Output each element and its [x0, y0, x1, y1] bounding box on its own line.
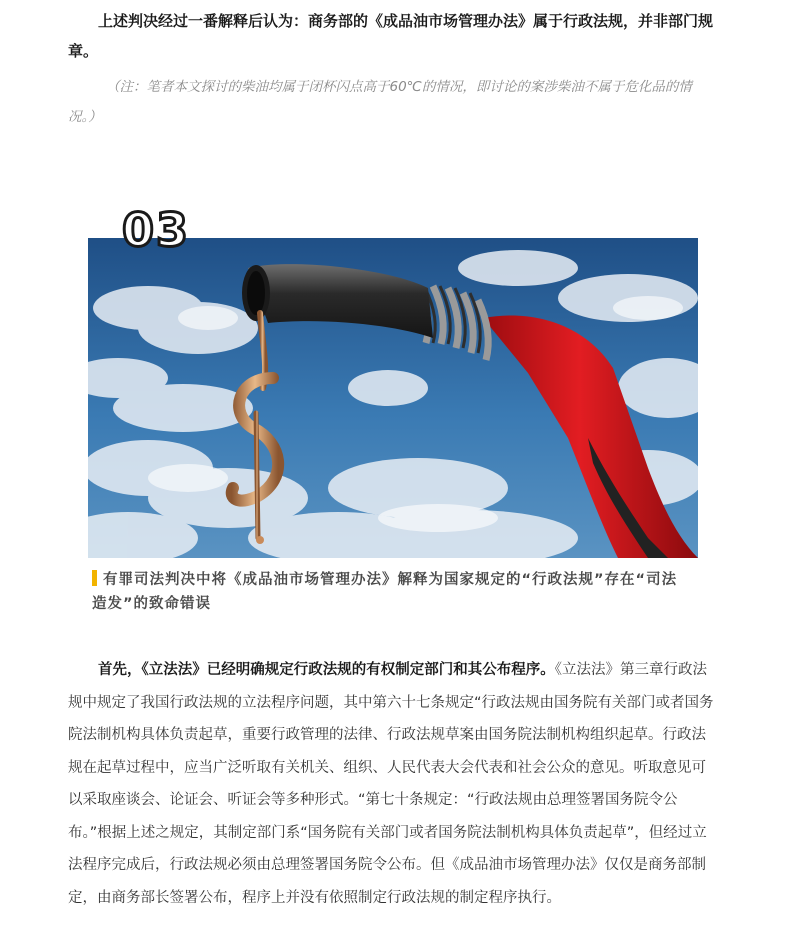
article-image — [88, 238, 698, 558]
body-paragraph — [68, 654, 718, 914]
caption-marker — [92, 570, 97, 586]
intro-paragraph — [68, 6, 718, 66]
caption-text: 有罪司法判决中将《成品油市场管理办法》解释为国家规定的“行政法规”存在“司法造发”的致命错误 — [92, 572, 678, 612]
body-lead: 首先，《立法法》已经明确规定行政法规的有权制定部门和其公布程序。 — [98, 662, 555, 678]
body-text: 《立法法》第三章行政法规中规定了我国行政法规的立法程序问题，其中第六十七条规定“行政法规由国务院有关部门或者国务院法制机构具体负责起草，重要行政管理的法律、行政法规草案由国务院法制机构组织起草。行政法规在起草过程中，应当广泛听取有关机关、组织、人民代表大会代表和社会公众的意见。听取意见可以采取座谈会、论证会、听证会等多种形式。“第七十条规定：“行政法规由总理签署国务院令公布。”根据上述之规定，其制定部门系“国务院有关部门或者国务院法制机构具体负责起草”，但经过立法程序完成后，行政法规必须由总理签署国务院令公布。但《成品油市场管理办法》仅仅是商务部制定，由商务部长签署公布，程序上并没有依照制定行政法规的制定程序执行。 — [68, 662, 714, 906]
intro-text: 上述判决经过一番解释后认为：商务部的《成品油市场管理办法》属于行政法规，并非部门规章。 — [68, 12, 714, 60]
section-number: 03 — [122, 203, 191, 257]
image-caption — [92, 568, 692, 616]
note-paragraph — [68, 72, 718, 132]
note-text: （注：笔者本文探讨的柴油均属于闭杯闪点高于60℃的情况，即讨论的案涉柴油不属于危化品的情况。） — [68, 79, 692, 125]
